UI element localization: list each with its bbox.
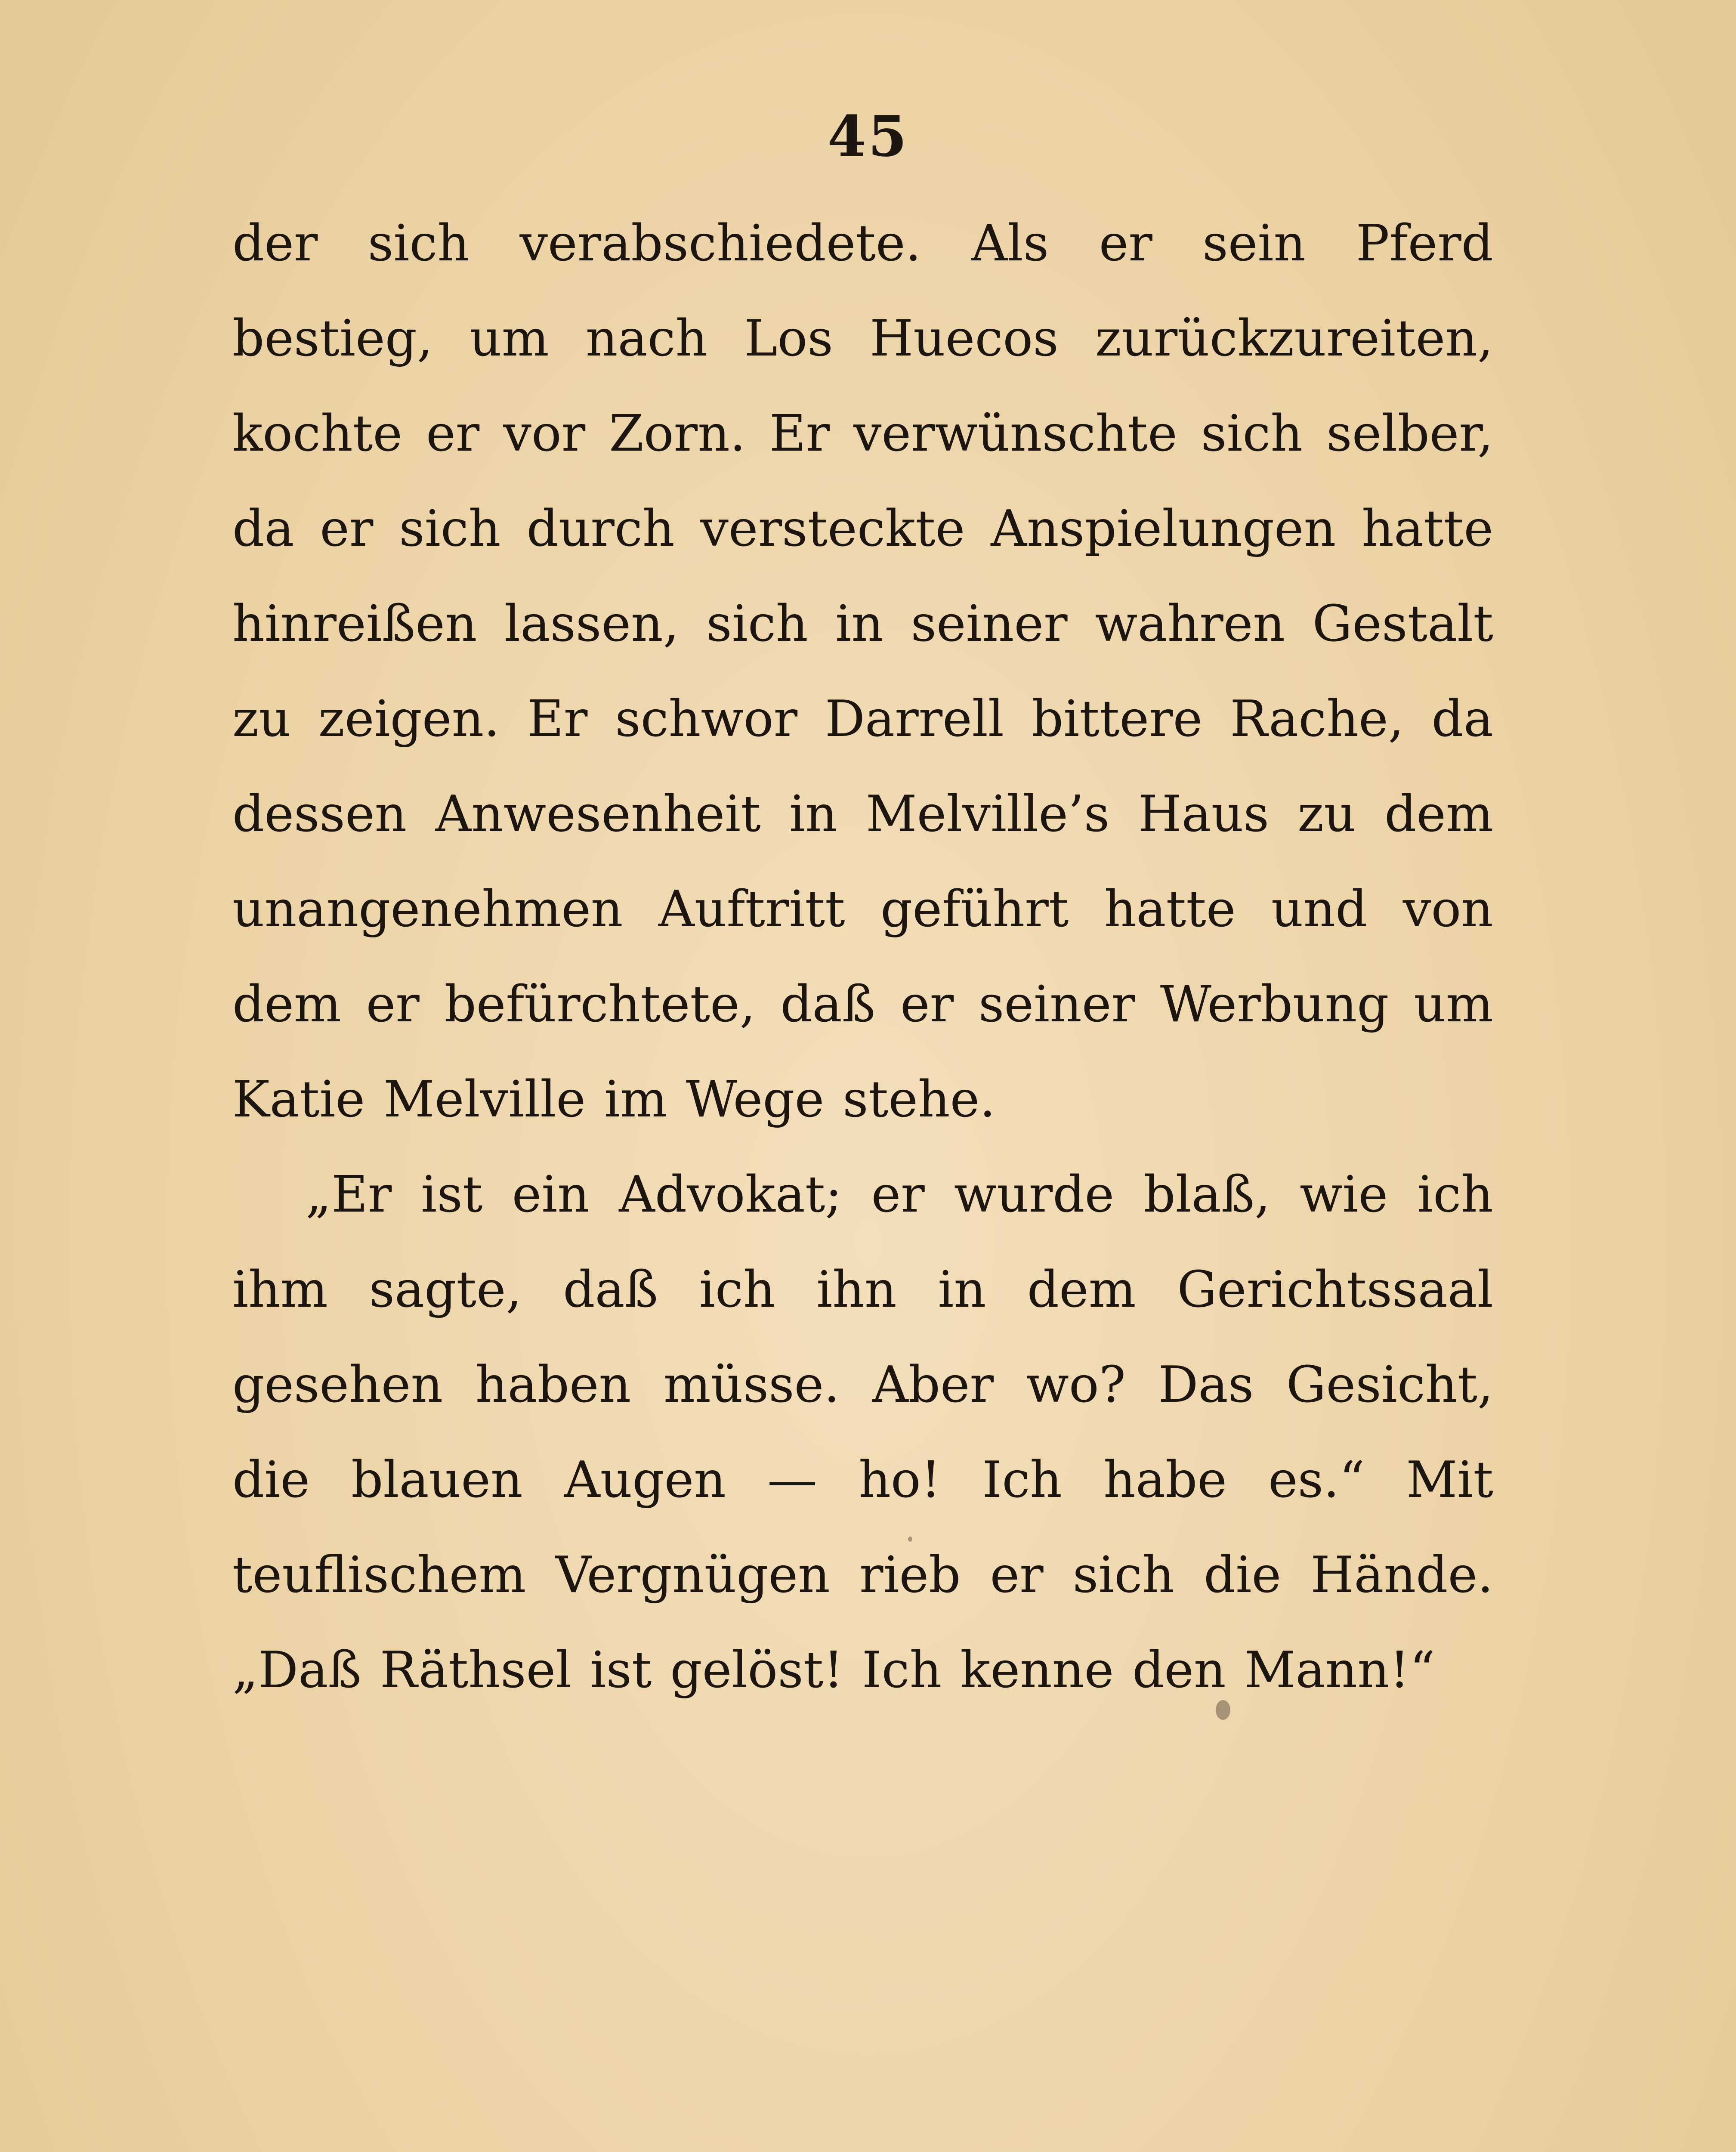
- body-text: [232, 196, 1493, 1718]
- paper-speck: [1216, 1700, 1230, 1720]
- paper-speck: [908, 1537, 912, 1542]
- paragraph-2: „Er ist ein Advokat; er wurde blaß, wie ich ihm sagte, daß ich ihn in dem Gerichtssaal gesehen haben müsse. Aber wo? Das Gesicht, die blauen Augen — ho! Ich habe es.“ Mit teuflischem Vergnügen rieb er sich die Hände. „Daß Räthsel ist gelöst! Ich kenne den Mann!“: [232, 1166, 1493, 1699]
- page-number: 45: [827, 103, 909, 169]
- paragraph-1: der sich verabschiedete. Als er sein Pferd bestieg, um nach Los Huecos zurückzureiten, kochte er vor Zorn. Er verwünschte sich selber, da er sich durch versteckte Anspielungen hatte hinreißen lassen, sich in seiner wahren Gestalt zu zeigen. Er schwor Darrell bittere Rache, da dessen Anwesenheit in Melville’s Haus zu dem unangenehmen Auftritt geführt hatte und von dem er befürchtete, daß er seiner Werbung um Katie Melville im Wege stehe.: [232, 214, 1493, 1129]
